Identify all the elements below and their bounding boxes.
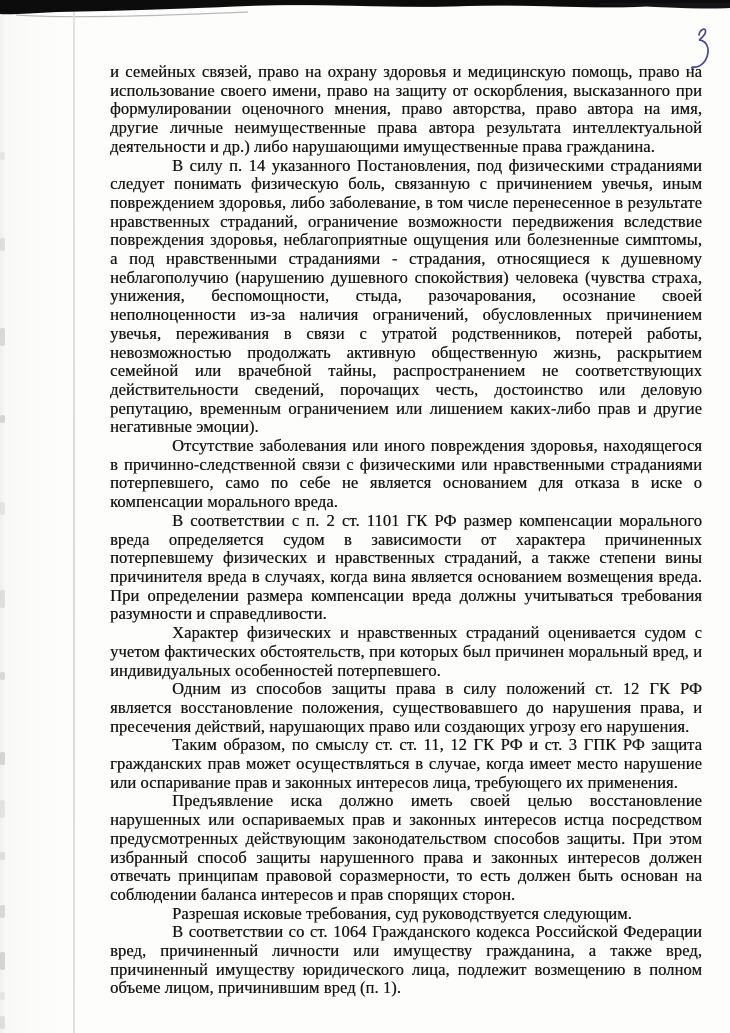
scan-smudge <box>0 752 5 765</box>
paragraph: В силу п. 14 указанного Постановления, под физическими страданиями следует понимать физическую боль, связанную с причинением увечья, иным повреждением здоровья, либо заболевание, в том числе перенесенное в результате нравственных страданий, ограничение возможности передвижения вследствие повреждения здоровья, неблагоприятные ощущения или болезненные симптомы, а под нравственными страданиями - страдания, относящиеся к душевному неблагополучию (нарушению душевного спокойствия) человека (чувства страха, унижения, беспомощности, стыда, разочарования, осознание своей неполноценности из-за наличия ограничений, обусловленных причинением увечья, переживания в связи с утратой родственников, потерей работы, невозможностью продолжать активную общественную жизнь, раскрытием семейной или врачебной тайны, распространением не соответствующих действительности сведений, порочащих честь, достоинство или деловую репутацию, временным ограничением или лишением каких-либо прав и другие негативные эмоции). <box>110 155 702 437</box>
paragraph: В соответствии с п. 2 ст. 1101 ГК РФ размер компенсации морального вреда определяется судом в зависимости от характера причиненных потерпевшему физических и нравственных страданий, а также степени вины причинителя вреда в случаях, когда вина является основанием возмещения вреда. При определении размера компенсации вреда должны учитываться требования разумности и справедливости. <box>110 510 702 624</box>
paragraph: Предъявление иска должно иметь своей целью восстановление нарушенных или оспариваемых прав и законных интересов истца посредством предусмотренных действующим законодательством способов защиты. При этом избранный способ защиты нарушенного права и законных интересов должен отвечать принципам правовой соразмерности, то есть должен быть основан на соблюдении баланса интересов и прав спорящих сторон. <box>110 791 702 904</box>
page-fold-line <box>73 12 75 1033</box>
paragraph: Разрешая исковые требования, суд руководствуется следующим. <box>172 903 632 923</box>
scan-smudge <box>0 328 5 346</box>
scan-smudge <box>0 672 5 680</box>
scan-smudge <box>0 952 5 970</box>
paragraph: Таким образом, по смыслу ст. ст. 11, 12 ГК РФ и ст. 3 ГПК РФ защита гражданских прав может осуществляться в случае, когда имеет место нарушение или оспаривание прав и законных интересов лица, требующего их применения. <box>110 735 702 792</box>
scan-top-edge <box>0 0 730 24</box>
paragraph: В соответствии со ст. 1064 Гражданского кодекса Российской Федерации вред, причиненный личности или имуществу гражданина, а также вред, причиненный имуществу юридического лица, подлежит возмещению в полном объеме лицом, причинившим вред (п. 1). <box>110 922 702 998</box>
scan-smudge <box>0 238 5 251</box>
scan-smudge <box>0 905 5 918</box>
scan-smudge <box>0 852 5 860</box>
scan-smudge <box>0 800 5 818</box>
scan-smudge <box>0 992 5 1000</box>
paragraph: Одним из способов защиты права в силу положений ст. 12 ГК РФ является восстановление положения, существовавшего до нарушения права, и пресечения действий, нарушающих право или создающих угрозу его нарушения. <box>110 679 702 736</box>
paragraph: Характер физических и нравственных страданий оценивается судом с учетом фактических обстоятельств, при которых был причинен моральный вред, и индивидуальных особенностей потерпевшего. <box>110 623 702 680</box>
scan-smudge <box>0 590 5 608</box>
scan-smudge <box>0 415 5 423</box>
paragraph: Отсутствие заболевания или иного повреждения здоровья, находящегося в причинно-следственной связи с физическими или нравственными страданиями потерпевшего, само по себе не является основанием для отказа в иске о компенсации морального вреда. <box>110 436 702 512</box>
scan-smudge <box>0 152 5 160</box>
scan-smudge <box>0 502 5 515</box>
scan-smudge <box>0 1016 5 1029</box>
paragraph: и семейных связей, право на охрану здоровья и медицинскую помощь, право на использование своего имени, право на защиту от оскорбления, высказанного при формулировании оценочного мнения, право авторства, право автора на имя, другие личные неимущественные права автора результата интеллектуальной деятельности и др.) либо нарушающими имущественные права гражданина. <box>110 62 702 156</box>
document-body <box>110 63 702 998</box>
